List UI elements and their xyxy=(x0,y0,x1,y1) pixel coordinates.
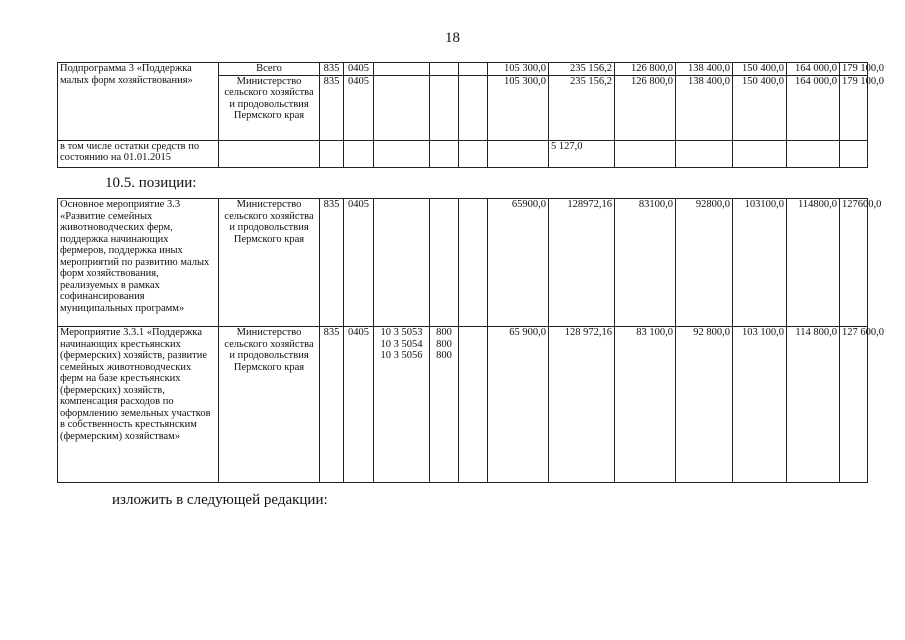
activity-name-cell: Основное мероприятие 3.3 «Развитие семейных животноводческих ферм, поддержка начинающих фермеров, поддержка иных мероприятий по развитию малых форм хозяйствования, реализуемых в рамках софинансирования муниципальных программ» xyxy=(58,199,219,327)
year-2018-cell: 150 400,0 xyxy=(733,63,787,76)
year-2014-cell: 105 300,0 xyxy=(488,63,549,76)
year-2018-cell: 150 400,0 xyxy=(733,75,787,140)
year-2013-cell xyxy=(459,327,488,483)
vr-cell xyxy=(430,199,459,327)
year-2019-cell: 114 800,0 xyxy=(787,327,840,483)
year-2016-cell: 126 800,0 xyxy=(615,75,676,140)
year-2016-cell xyxy=(615,140,676,167)
residual-name-cell: в том числе остатки средств по состоянию на 01.01.2015 xyxy=(58,140,219,167)
year-2016-cell: 83100,0 xyxy=(615,199,676,327)
csr-cell xyxy=(374,75,430,140)
footer-heading: изложить в следующей редакции: xyxy=(112,492,328,508)
year-2019-cell: 164 000,0 xyxy=(787,63,840,76)
year-2020-cell: 179 100,0 xyxy=(840,63,868,76)
year-2017-cell: 92 800,0 xyxy=(676,327,733,483)
year-2018-cell: 103 100,0 xyxy=(733,327,787,483)
csr-cell xyxy=(374,199,430,327)
year-2013-cell xyxy=(459,75,488,140)
year-2015-cell: 235 156,2 xyxy=(549,75,615,140)
vr-cell xyxy=(430,63,459,76)
year-2017-cell: 138 400,0 xyxy=(676,63,733,76)
grbs-cell: 835 xyxy=(320,63,344,76)
year-2017-cell: 138 400,0 xyxy=(676,75,733,140)
csr-code: 10 3 5053 xyxy=(380,327,423,338)
year-2014-cell: 105 300,0 xyxy=(488,75,549,140)
year-2020-cell: 179 100,0 xyxy=(840,75,868,140)
rzpr-cell: 0405 xyxy=(344,75,374,140)
year-2017-cell: 92800,0 xyxy=(676,199,733,327)
rzpr-cell: 0405 xyxy=(344,63,374,76)
year-2020-cell: 127600,0 xyxy=(840,199,868,327)
vr-code: 800 xyxy=(436,350,452,361)
rzpr-cell xyxy=(344,140,374,167)
grbs-cell: 835 xyxy=(320,75,344,140)
csr-cell xyxy=(374,327,430,483)
table-row xyxy=(58,140,868,167)
csr-cell xyxy=(374,63,430,76)
csr-code: 10 3 5056 xyxy=(380,350,423,361)
year-2015-cell: 5 127,0 xyxy=(549,140,615,167)
executor-cell: Министерство сельского хозяйства и продовольствия Пермского края xyxy=(219,199,320,327)
vr-cell xyxy=(430,75,459,140)
year-2019-cell: 114800,0 xyxy=(787,199,840,327)
grbs-cell: 835 xyxy=(320,327,344,483)
year-2018-cell xyxy=(733,140,787,167)
table-row xyxy=(58,63,868,76)
year-2019-cell xyxy=(787,140,840,167)
year-2016-cell: 83 100,0 xyxy=(615,327,676,483)
vr-cell xyxy=(430,327,459,483)
vr-cell xyxy=(430,140,459,167)
csr-cell xyxy=(374,140,430,167)
year-2013-cell xyxy=(459,199,488,327)
vr-code: 800 xyxy=(436,327,452,338)
executor-cell: Министерство сельского хозяйства и продовольствия Пермского края xyxy=(219,327,320,483)
year-2015-cell: 128 972,16 xyxy=(549,327,615,483)
year-2014-cell: 65 900,0 xyxy=(488,327,549,483)
vr-code: 800 xyxy=(436,338,452,350)
activity-name-cell: Мероприятие 3.3.1 «Поддержка начинающих крестьянских (фермерских) хозяйств, развитие семейных животноводческих ферм на базе крестьянских (фермерских) хозяйств, компенсация расходов по оформлению земельных участков в собственность крестьянским (фермерским) хозяйствам» xyxy=(58,327,219,483)
year-2013-cell xyxy=(459,63,488,76)
executor-cell xyxy=(219,140,320,167)
grbs-cell xyxy=(320,140,344,167)
grbs-cell: 835 xyxy=(320,199,344,327)
section-heading: 10.5. позиции: xyxy=(105,175,197,191)
page-number: 18 xyxy=(445,30,460,46)
year-2015-cell: 235 156,2 xyxy=(549,63,615,76)
year-2016-cell: 126 800,0 xyxy=(615,63,676,76)
rzpr-cell: 0405 xyxy=(344,199,374,327)
year-2013-cell xyxy=(459,140,488,167)
csr-code: 10 3 5054 xyxy=(380,338,423,350)
table-row xyxy=(58,327,868,483)
year-2014-cell xyxy=(488,140,549,167)
year-2017-cell xyxy=(676,140,733,167)
year-2018-cell: 103100,0 xyxy=(733,199,787,327)
budget-table-current xyxy=(57,62,884,168)
year-2014-cell: 65900,0 xyxy=(488,199,549,327)
year-2020-cell xyxy=(840,140,868,167)
program-name-cell: Подпрограмма 3 «Поддержка малых форм хозяйствования» xyxy=(58,63,219,141)
year-2015-cell: 128972,16 xyxy=(549,199,615,327)
year-2020-cell: 127 600,0 xyxy=(840,327,868,483)
executor-cell: Всего xyxy=(219,63,320,76)
budget-table-positions xyxy=(57,198,884,483)
rzpr-cell: 0405 xyxy=(344,327,374,483)
executor-cell: Министерство сельского хозяйства и продовольствия Пермского края xyxy=(219,75,320,140)
year-2019-cell: 164 000,0 xyxy=(787,75,840,140)
table-row xyxy=(58,199,868,327)
